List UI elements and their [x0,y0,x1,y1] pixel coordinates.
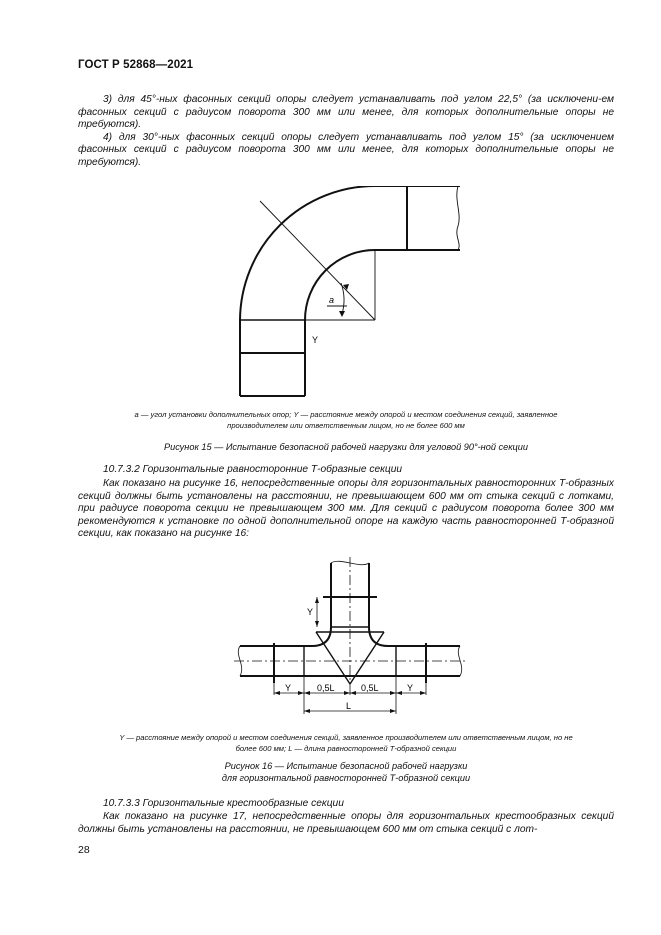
figure-16-caption-line-2: для горизонтальной равносторонней Т-образной секции [221,773,471,783]
intro-item-4: 4) для 30°-ных фасонных секций опоры следует устанавливать под углом 15° (за исключением фасонных секций с радиусом поворота 300 мм или менее, для которых дополнительные опоры не требуются). [78,131,614,168]
figure-15-caption: Рисунок 15 — Испытание безопасной рабочей нагрузки для угловой 90°-ной секции [163,442,529,452]
right-half-l-label: 0,5L [361,683,379,693]
support-angle-line [260,201,375,320]
intro-item-3: 3) для 45°-ных фасонных секций опоры следует устанавливать под углом 22,5° (за исключени-ем фасонных секций с радиусом поворота 300 мм или менее, для которых дополнительные опоры не требуются). [78,94,614,131]
figure-16-caption-line-1: Рисунок 16 — Испытание безопасной рабочей нагрузки [224,761,468,771]
section-10-7-3-3-body [78,811,614,836]
figure-15-legend-line-1: a — угол установки дополнительных опор; Y — расстояние между опорой и местом соединения секций, заявленное [134,410,558,419]
tee-fillet-right [369,627,388,646]
section-10-7-3-3-text: Как показано на рисунке 17, непосредственные опоры для горизонтальных крестообразных секций должны быть установлены на расстоянии, не превышающем 600 мм от стыка секций с лот- [78,811,614,835]
intro-block [78,94,614,170]
figure-16-legend [78,733,614,754]
figure-16-legend-line-1: Y — расстояние между опорой и местом соединения секций, заявленное производителем или ответственным лицом, но не [119,733,573,742]
figure-15-legend-line-2: производителем или ответственным лицом, но не более 600 мм [227,420,465,430]
figure-16-caption [78,760,614,784]
section-10-7-3-2-text: Как показано на рисунке 16, непосредственные опоры для горизонтальных равносторонних Т-образных секций должны быть установлены на расстоянии, не превышающем 600 мм от стыка секций с лотками, при радиусе поворота секции не превышающем 300 мм. Для секций с радиусом поворота более 300 мм рекомендуются к установке по одной дополнительной опоре на каждую часть равносторонней Т-образной секции, как показано на рисунке 16: [78,478,614,540]
branch-y-label: Y [307,607,314,617]
document-header: ГОСТ Р 52868—2021 [78,59,194,71]
figure-15-legend [78,410,614,431]
left-y-label: Y [285,683,292,693]
distance-y-label: Y [312,335,319,345]
angle-arrowhead-top [343,284,349,290]
angle-label: a [329,295,335,305]
page-number: 28 [78,844,90,856]
break-line-right [457,186,459,250]
section-10-7-3-3-heading: 10.7.3.3 Горизонтальные крестообразные секции [103,798,344,809]
angle-arrowhead-bottom [339,311,345,317]
figure-16-legend-line-2: более 600 мм; L — длина равносторонней Т-образной секции [235,743,457,753]
figure-15-drawing [230,186,470,401]
right-y-label: Y [407,683,414,693]
left-half-l-label: 0,5L [317,683,335,693]
figure-16-drawing [230,555,470,720]
section-10-7-3-2-heading: 10.7.3.2 Горизонтальные равносторонние Т-образные секции [103,464,403,475]
length-l-label: L [346,701,352,711]
tee-fillet-left [312,627,331,646]
section-10-7-3-2-body [78,478,614,541]
